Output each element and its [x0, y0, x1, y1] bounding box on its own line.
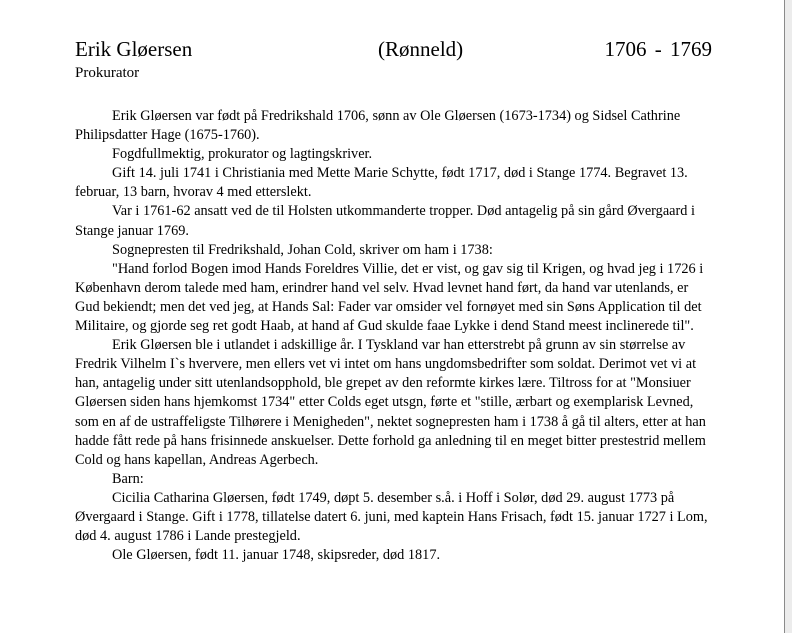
paragraph-cold-intro: Sognepresten til Fredrikshald, Johan Cold, skriver om ham i 1738:: [112, 241, 493, 258]
paragraph-death: Var i 1761-62 ansatt ved de til Holsten utkommanderte tropper. Død antagelig på sin gård Øvergaard i Stange januar 1769.: [75, 203, 695, 239]
paragraph-children-heading: Barn:: [112, 470, 144, 487]
paragraph-occupation: Fogdfullmektig, prokurator og lagtingskriver.: [112, 146, 373, 163]
paragraph-birth: Erik Gløersen var født på Fredrikshald 1706, sønn av Ole Gløersen (1673-1734) og Sidsel Cathrine Philipsdatter Hage (1675-1760).: [75, 108, 681, 144]
paragraph-abroad: Erik Gløersen ble i utlandet i adskillige år. I Tyskland var han etterstrebt på grunn av sin størrelse av Fredrik Vilhelm I`s hververe, men ellers vet vi intet om hans ungdomsbedrifter som soldat. Derimot vet vi at han, antagelig under sitt utenlandsopphold, ble grepet av den reformte kirkes lære. Tiltross for at "Monsiuer Gløersen siden hans hjemkomst 1734" etter Colds eget utsgn, førte et "stille, ærbart og exemplarisk Levned, som en af de ustraffeligste Tilhørere i Menigheden", nektet sognepresten ham i 1738 å gå til alters, etter at han hadde fått rede på hans frisinnede anskuelser. Dette forhold ga anledning til en meget bitter prestestrid mellem Cold og hans kapellan, Andreas Agerbech.: [75, 337, 706, 468]
person-name: Erik Gløersen: [75, 37, 193, 61]
paragraph-marriage: Gift 14. juli 1741 i Christiania med Mette Marie Schytte, født 1717, død i Stange 1774. Begravet 13. februar, 13 barn, hvorav 4 med etterslekt.: [75, 165, 688, 201]
life-years: 1706 - 1769: [604, 37, 712, 61]
paragraph-child-cicilia: Cicilia Catharina Gløersen, født 1749, døpt 5. desember s.å. i Hoff i Solør, død 29. august 1773 på Øvergaard i Stange. Gift i 1778, tillatelse datert 6. juni, med kaptein Hans Frisach, født 15. januar 1727 i Lom, død 4. august 1786 i Lande prestegjeld.: [75, 489, 708, 545]
occupation-title: Prokurator: [75, 65, 140, 81]
window-margin: [785, 0, 792, 633]
document-header: [75, 36, 715, 62]
paragraph-child-ole: Ole Gløersen, født 11. januar 1748, skipsreder, død 1817.: [112, 547, 441, 564]
paragraph-cold-quote: "Hand forlod Bogen imod Hands Foreldres Villie, det er vist, og gav sig til Krigen, og hvad jeg i 1726 i København derom talede med ham, erindrer hand vel selv. Hvad levnet hand ført, da hand var utenlands, er Gud bekiendt; men det ved jeg, at Hands Sal: Fader var omsider vel fornøyet med sin Søns Application til det Militaire, og gjorde seg ret godt Haab, at hand af Gud skulde faae Lykke i dend Stand meest inclinerede til".: [75, 260, 704, 335]
biography-text: [75, 107, 715, 565]
place-name: (Rønneld): [378, 37, 464, 61]
